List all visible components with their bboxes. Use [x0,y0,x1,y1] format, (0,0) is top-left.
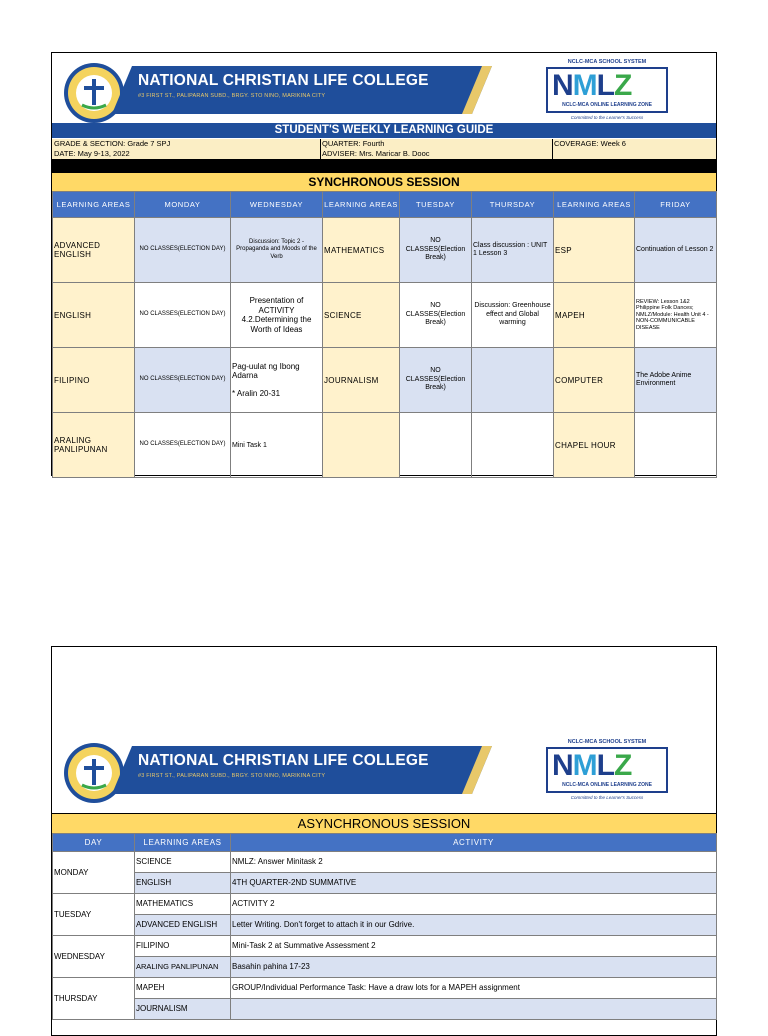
nmlz-wordmark: NMLZ [552,749,632,782]
schedule-cell [635,413,717,478]
column-header: LEARNING AREAS [554,192,635,218]
learning-area-cell: ENGLISH [135,873,231,894]
quarter: QUARTER: Fourth [322,139,385,148]
learning-area-cell: FILIPINO [53,348,135,413]
coverage: COVERAGE: Week 6 [554,139,626,148]
activity-cell: Letter Writing. Don't forget to attach it in our Gdrive. [231,915,717,936]
learning-area-cell: MATHEMATICS [135,894,231,915]
activity-cell: GROUP/Individual Performance Task: Have a draw lots for a MAPEH assignment [231,978,717,999]
activity-cell: Basahin pahina 17-23 [231,957,717,978]
schedule-cell: Class discussion : UNIT 1 Lesson 3 [472,218,554,283]
table-row [53,348,717,413]
column-header: ACTIVITY [231,834,717,852]
column-header: FRIDAY [635,192,717,218]
table-row [53,915,717,936]
divider-bar [52,159,716,173]
asynchronous-session-title: ASYNCHRONOUS SESSION [52,813,716,835]
table-row [53,852,717,873]
table-row [53,936,717,957]
column-header: MONDAY [135,192,231,218]
learning-area-cell: SCIENCE [323,283,400,348]
schedule-cell: NO CLASSES(ELECTION DAY) [135,218,231,283]
schedule-cell [472,348,554,413]
learning-area-cell: ARALING PANLIPUNAN [135,957,231,978]
schedule-cell [400,413,472,478]
college-name: NATIONAL CHRISTIAN LIFE COLLEGE [138,72,429,89]
college-name: NATIONAL CHRISTIAN LIFE COLLEGE [138,752,429,769]
table-row [53,999,717,1020]
schedule-cell: Discussion: Greenhouse effect and Global warming [472,283,554,348]
schedule-cell: NO CLASSES(Election Break) [400,218,472,283]
schedule-cell [472,413,554,478]
learning-area-cell [323,413,400,478]
column-header: LEARNING AREAS [135,834,231,852]
table-row [53,218,717,283]
column-header: THURSDAY [472,192,554,218]
college-header [52,53,716,133]
schedule-cell: NO CLASSES(Election Break) [400,283,472,348]
nmlz-subtitle: NCLC-MCA ONLINE LEARNING ZONE [562,102,652,108]
nmlz-subtitle: NCLC-MCA ONLINE LEARNING ZONE [562,782,652,788]
day-cell: MONDAY [53,852,135,894]
guide-title: STUDENT'S WEEKLY LEARNING GUIDE [52,123,716,138]
grade-section: GRADE & SECTION: Grade 7 SPJ [54,139,171,148]
schedule-cell: Presentation of ACTIVITY 4.2.Determining the Worth of Ideas [231,283,323,348]
column-header: TUESDAY [400,192,472,218]
column-header: LEARNING AREAS [53,192,135,218]
college-address: #3 FIRST ST., PALIPARAN SUBD., BRGY. STO NINO, MARIKINA CITY [138,773,326,779]
synchronous-session-title: SYNCHRONOUS SESSION [52,173,716,192]
date: DATE: May 9-13, 2022 [54,149,130,158]
activity-cell [231,999,717,1020]
college-address: #3 FIRST ST., PALIPARAN SUBD., BRGY. STO NINO, MARIKINA CITY [138,93,326,99]
table-header-row [53,192,717,218]
nmlz-logo [542,739,672,801]
learning-area-cell: FILIPINO [135,936,231,957]
learning-area-cell: JOURNALISM [323,348,400,413]
learning-area-cell: ESP [554,218,635,283]
schedule-cell: Discussion: Topic 2 - Propaganda and Moods of the Verb [231,218,323,283]
learning-area-cell: COMPUTER [554,348,635,413]
day-cell: THURSDAY [53,978,135,1020]
day-cell: WEDNESDAY [53,936,135,978]
activity-cell: 4TH QUARTER-2ND SUMMATIVE [231,873,717,894]
activity-cell: Mini-Task 2 at Summative Assessment 2 [231,936,717,957]
schedule-cell: Pag-uulat ng Ibong Adarna * Aralin 20-31 [231,348,323,413]
learning-area-cell: SCIENCE [135,852,231,873]
asynchronous-activity-table [52,833,717,1020]
column-header: WEDNESDAY [231,192,323,218]
learning-area-cell: JOURNALISM [135,999,231,1020]
learning-area-cell: ENGLISH [53,283,135,348]
schedule-cell: NO CLASSES(Election Break) [400,348,472,413]
learning-area-cell: ADVANCED ENGLISH [135,915,231,936]
adviser: ADVISER: Mrs. Maricar B. Dooc [322,149,430,158]
table-row [53,978,717,999]
table-row [53,957,717,978]
schedule-cell: NO CLASSES(ELECTION DAY) [135,348,231,413]
learning-area-cell: ADVANCED ENGLISH [53,218,135,283]
learning-area-cell: MAPEH [135,978,231,999]
activity-cell: ACTIVITY 2 [231,894,717,915]
schedule-cell: The Adobe Anime Environment [635,348,717,413]
synchronous-schedule-table [52,191,717,478]
schedule-cell: Mini Task 1 [231,413,323,478]
college-header [52,733,716,813]
activity-cell: NMLZ: Answer Minitask 2 [231,852,717,873]
schedule-cell: Continuation of Lesson 2 [635,218,717,283]
column-header: LEARNING AREAS [323,192,400,218]
column-header: DAY [53,834,135,852]
learning-area-cell: CHAPEL HOUR [554,413,635,478]
schedule-cell: REVIEW: Lesson 1&2 Philippine Folk Dances; NMLZ/Module: Health Unit 4 - NON-COMMUNICABLE DISEASE [635,283,717,348]
weekly-guide-sheet [51,52,717,476]
table-row [53,283,717,348]
learning-area-cell: MAPEH [554,283,635,348]
nmlz-wordmark: NMLZ [552,69,632,102]
nmlz-system-label: NCLC-MCA SCHOOL SYSTEM [567,59,647,65]
asynchronous-sheet [51,646,717,1036]
nmlz-tagline: Committed to the Learner's Success [570,795,644,800]
nmlz-system-label: NCLC-MCA SCHOOL SYSTEM [567,739,647,745]
table-header-row [53,834,717,852]
learning-area-cell: ARALING PANLIPUNAN [53,413,135,478]
learning-area-cell: MATHEMATICS [323,218,400,283]
table-row [53,413,717,478]
table-row [53,894,717,915]
nmlz-tagline: Committed to the Learner's Success [570,115,644,120]
schedule-cell: NO CLASSES(ELECTION DAY) [135,283,231,348]
schedule-cell: NO CLASSES(ELECTION DAY) [135,413,231,478]
nmlz-logo [542,59,672,121]
day-cell: TUESDAY [53,894,135,936]
table-row [53,873,717,894]
